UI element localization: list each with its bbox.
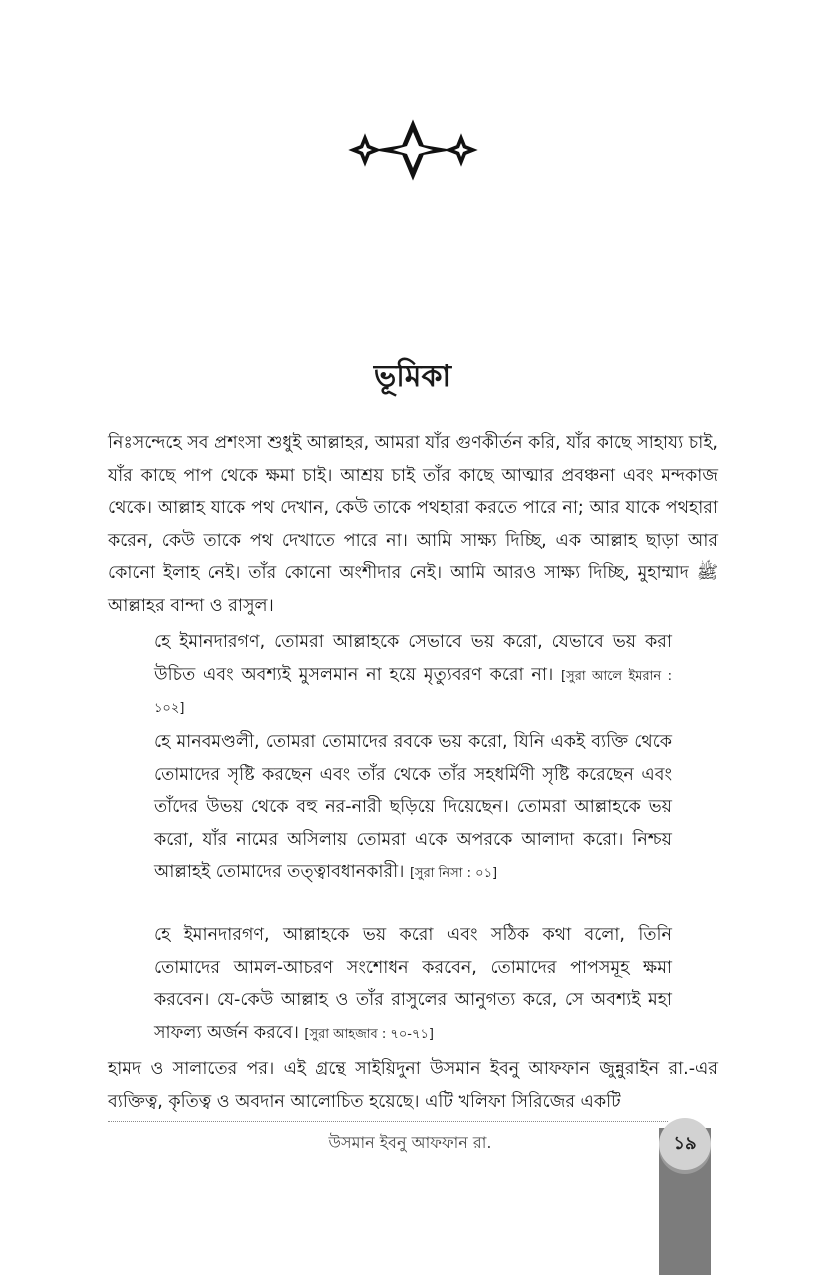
quote-text: হে মানবমণ্ডলী, তোমরা তোমাদের রবকে ভয় করো, যিনি একই ব্যক্তি থেকে তোমাদের সৃষ্টি করছেন এবং তাঁর থেকে তাঁর সহধর্মিণী সৃষ্টি করেছেন এবং তাঁদের উভয় থেকে বহু নর-নারী ছড়িয়ে দিয়েছেন। তোমরা আল্লাহকে ভয় করো, যাঁর নামের অসিলায় তোমরা একে অপরকে আলাদা করো। নিশ্চয় আল্লাহই তোমাদের তত্ত্বাবধানকারী। [154, 732, 672, 882]
outro-paragraph: হামদ ও সালাতের পর। এই গ্রন্থে সাইয়িদুনা উসমান ইবনু আফফান জুন্নুরাইন রা.-এর ব্যক্তিত্ব, কৃতিত্ব ও অবদান আলোচিত হয়েছে। এটি খলিফা সিরিজের একটি [108, 1059, 718, 1112]
quote-block [154, 626, 672, 724]
quote-block [154, 919, 672, 1049]
star-ornament-icon [347, 118, 479, 182]
footer-book-title: উসমান ইবনু আফফান রা. [328, 1133, 492, 1152]
page-title: ভূমিকা [373, 359, 452, 394]
footer-divider [108, 1121, 668, 1122]
quote-reference: [সুরা আহজাব : ৭০-৭১] [304, 1026, 434, 1042]
quote-text: হে ইমানদারগণ, আল্লাহকে ভয় করো এবং সঠিক কথা বলো, তিনি তোমাদের আমল-আচরণ সংশোধন করবেন, তোমাদের পাপসমূহ ক্ষমা করবেন। যে-কেউ আল্লাহ ও তাঁর রাসুলের আনুগত্য করে, সে অবশ্যই মহা সাফল্য অর্জন করবে। [154, 925, 672, 1043]
quote-text: হে ইমানদারগণ, তোমরা আল্লাহকে সেভাবে ভয় করো, যেভাবে ভয় করা উচিত এবং অবশ্যই মুসলমান না হয়ে মৃত্যুবরণ করো না। [154, 632, 672, 685]
quote-reference: [সুরা আলে ইমরান : ১০২] [154, 668, 672, 716]
page-number-badge: ১৯ [659, 1118, 711, 1170]
quote-reference: [সুরা নিসা : ০১] [409, 866, 498, 881]
quote-block [154, 726, 672, 889]
intro-paragraph: নিঃসন্দেহে সব প্রশংসা শুধুই আল্লাহর, আমরা যাঁর গুণকীর্তন করি, যাঁর কাছে সাহায্য চাই, যাঁর কাছে পাপ থেকে ক্ষমা চাই। আশ্রয় চাই তাঁর কাছে আত্মার প্রবঞ্চনা এবং মন্দকাজ থেকে। আল্লাহ যাকে পথ দেখান, কেউ তাকে পথহারা করতে পারে না; আর যাকে পথহারা করেন, কেউ তাকে পথ দেখাতে পারে না। আমি সাক্ষ্য দিচ্ছি, এক আল্লাহ ছাড়া আর কোনো ইলাহ নেই। তাঁর কোনো অংশীদার নেই। আমি আরও সাক্ষ্য দিচ্ছি, মুহাম্মাদ ﷺ আল্লাহর বান্দা ও রাসুল। [108, 433, 718, 616]
